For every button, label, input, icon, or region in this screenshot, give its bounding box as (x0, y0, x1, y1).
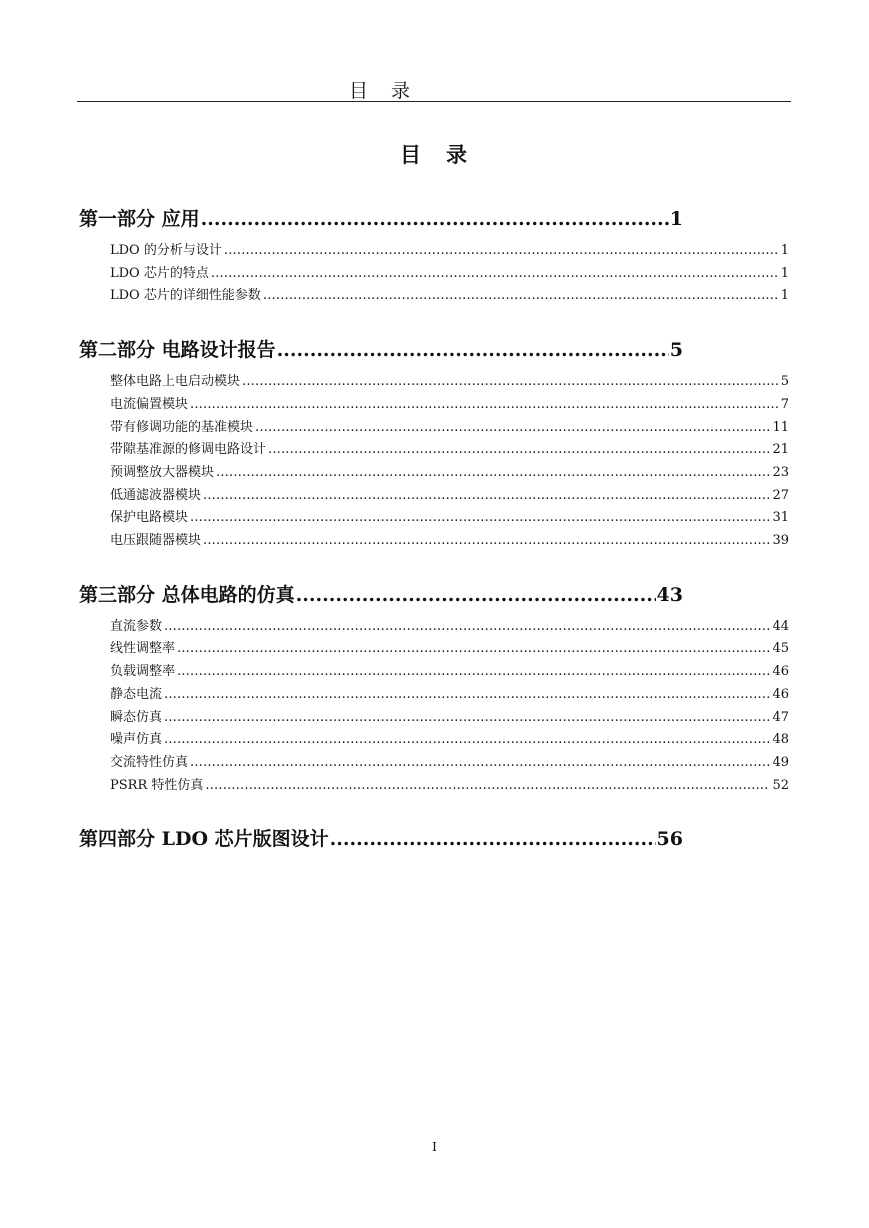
toc-entry-title: LDO 的分析与设计 (110, 243, 222, 258)
toc-entry-page: 23 (772, 464, 789, 480)
toc-part-page: 5 (669, 339, 683, 362)
toc-entry-page: 48 (772, 732, 789, 748)
toc-entry-page: 45 (772, 641, 789, 657)
toc-entry-page: 7 (780, 396, 789, 412)
toc-entry-page: 5 (780, 374, 789, 390)
toc-entry[interactable] (110, 752, 789, 775)
toc-entry-page: 11 (772, 419, 789, 435)
toc-entry-title: 电流偏置模块 (110, 396, 189, 412)
toc-entry-page: 44 (772, 618, 789, 634)
toc-entry[interactable] (110, 417, 789, 440)
toc-entry-list (79, 371, 789, 553)
toc-title: 目 录 (400, 142, 469, 167)
toc-entry-list (79, 616, 789, 798)
toc-entry-page: 1 (780, 288, 789, 304)
toc-entry-title: 保护电路模块 (110, 510, 189, 526)
toc-entry-page: 21 (772, 442, 789, 458)
toc-entry[interactable] (110, 684, 789, 707)
toc-entry-title: 带有修调功能的基准模块 (110, 419, 254, 435)
dot-leader (164, 707, 770, 730)
toc-part-heading[interactable] (79, 581, 683, 609)
toc-entry[interactable] (110, 707, 789, 730)
table-of-contents (79, 205, 789, 881)
toc-part-page: 56 (656, 828, 683, 851)
toc-entry-page: 1 (780, 243, 789, 258)
toc-entry[interactable] (110, 507, 789, 530)
toc-entry[interactable] (110, 729, 789, 752)
toc-part-title: 第一部分 应用 (79, 208, 200, 230)
toc-entry-title: 瞬态仿真 (110, 709, 163, 725)
toc-entry-page: 27 (772, 487, 789, 503)
toc-entry[interactable] (110, 638, 789, 661)
toc-part-heading[interactable] (79, 336, 683, 364)
toc-entry[interactable] (110, 485, 789, 508)
dot-leader (224, 240, 779, 263)
toc-entry[interactable] (110, 616, 789, 639)
dot-leader (268, 439, 770, 462)
toc-entry[interactable] (110, 439, 789, 462)
dot-leader (203, 485, 770, 508)
toc-entry-title: PSRR 特性仿真 (110, 777, 204, 793)
dot-leader (190, 752, 770, 775)
dot-leader (177, 638, 770, 661)
toc-entry[interactable] (110, 263, 789, 286)
dot-leader (177, 661, 770, 684)
dot-leader (216, 462, 770, 485)
dot-leader (201, 205, 669, 233)
page-number: I (432, 1140, 437, 1154)
dot-leader (164, 616, 770, 639)
running-header-title: 目 录 (348, 80, 412, 102)
toc-entry-page: 49 (772, 754, 789, 770)
toc-part-title: 第四部分 LDO 芯片版图设计 (79, 828, 329, 851)
toc-entry[interactable] (110, 462, 789, 485)
toc-entry-page: 31 (772, 510, 789, 526)
dot-leader (164, 729, 770, 752)
toc-part-page: 43 (656, 583, 683, 606)
toc-entry-title: 交流特性仿真 (110, 754, 189, 770)
toc-entry-title: 带隙基准源的修调电路设计 (110, 442, 267, 458)
toc-entry-title: 整体电路上电启动模块 (110, 374, 241, 390)
toc-entry-title: 负载调整率 (110, 664, 176, 680)
toc-entry[interactable] (110, 285, 789, 308)
dot-leader (205, 775, 770, 798)
toc-part (79, 205, 789, 308)
toc-entry-page: 52 (772, 777, 789, 793)
toc-part (79, 825, 789, 853)
toc-entry-title: 电压跟随器模块 (110, 533, 202, 549)
toc-part-heading[interactable] (79, 825, 683, 853)
toc-entry-page: 47 (772, 709, 789, 725)
toc-entry[interactable] (110, 240, 789, 263)
toc-entry-page: 46 (772, 664, 789, 680)
toc-entry-title: 噪声仿真 (110, 732, 163, 748)
toc-entry-title: 线性调整率 (110, 641, 176, 657)
toc-entry-page: 1 (780, 265, 789, 281)
toc-part-heading[interactable] (79, 205, 683, 233)
toc-part-title: 第三部分 总体电路的仿真 (79, 583, 295, 606)
toc-part (79, 336, 789, 553)
dot-leader (203, 530, 770, 553)
toc-entry-list (79, 240, 789, 308)
toc-entry[interactable] (110, 661, 789, 684)
toc-entry-page: 46 (772, 686, 789, 702)
toc-entry-page: 39 (772, 533, 789, 549)
toc-part (79, 581, 789, 798)
dot-leader (190, 507, 770, 530)
running-header (0, 76, 869, 103)
dot-leader (296, 581, 656, 609)
toc-entry-title: LDO 芯片的详细性能参数 (110, 288, 261, 304)
toc-part-title: 第二部分 电路设计报告 (79, 339, 276, 362)
toc-entry-title: 直流参数 (110, 618, 163, 634)
toc-entry-title: 预调整放大器模块 (110, 464, 215, 480)
toc-entry[interactable] (110, 530, 789, 553)
dot-leader (277, 336, 669, 364)
header-rule (77, 101, 791, 102)
toc-entry-title: 静态电流 (110, 686, 163, 702)
dot-leader (211, 263, 779, 286)
dot-leader (242, 371, 779, 394)
toc-entry-title: LDO 芯片的特点 (110, 265, 209, 281)
dot-leader (263, 285, 779, 308)
toc-entry-title: 低通滤波器模块 (110, 487, 202, 503)
toc-entry[interactable] (110, 394, 789, 417)
dot-leader (255, 417, 770, 440)
dot-leader (190, 394, 779, 417)
toc-entry[interactable] (110, 775, 789, 798)
dot-leader (164, 684, 770, 707)
toc-entry[interactable] (110, 371, 789, 394)
dot-leader (330, 825, 656, 853)
toc-part-page: 1 (669, 208, 683, 230)
